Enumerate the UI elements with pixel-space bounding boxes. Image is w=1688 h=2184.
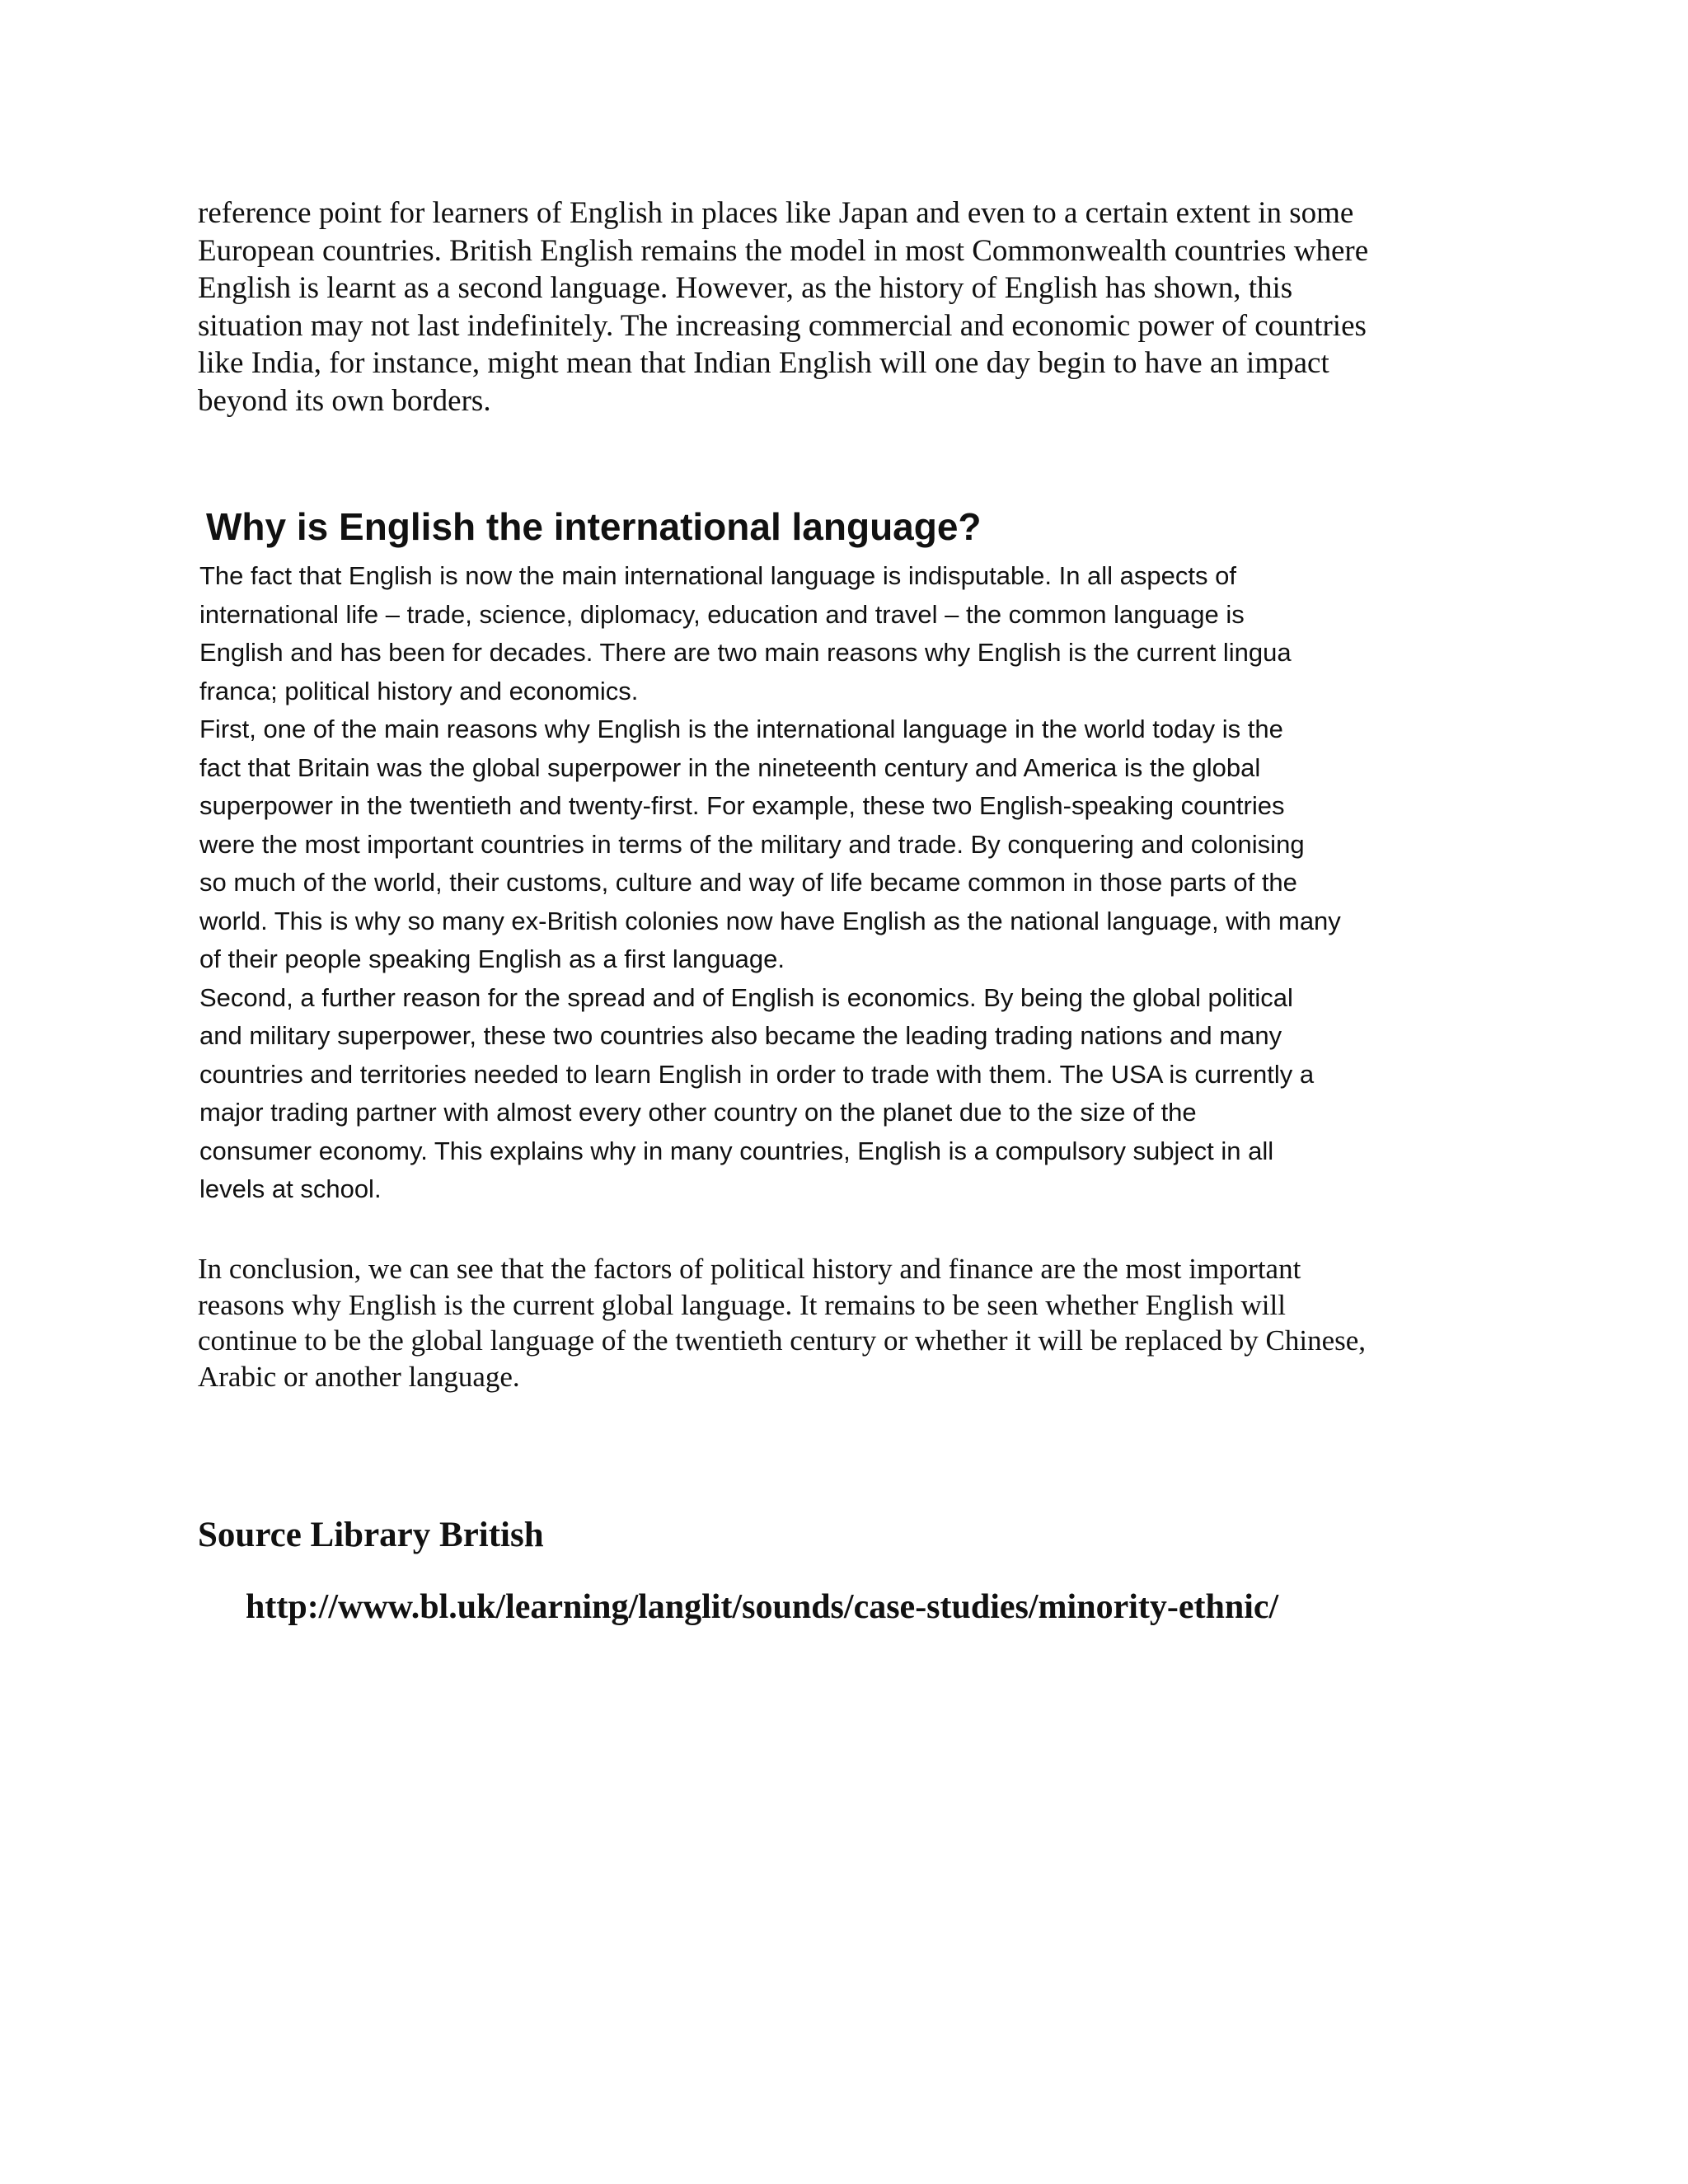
text-line: beyond its own borders. (198, 383, 491, 418)
text-line: levels at school. (199, 1174, 382, 1203)
text-line: and military superpower, these two countries also became the leading trading nations and many (199, 1021, 1282, 1050)
section-heading: Why is English the international language? (206, 505, 982, 548)
text-line: In conclusion, we can see that the factors of political history and finance are the most important (198, 1253, 1301, 1285)
text-line: First, one of the main reasons why English is the international language in the world today is the (199, 715, 1283, 743)
intro-paragraph (198, 194, 1484, 419)
text-line: Second, a further reason for the spread and of English is economics. By being the global political (199, 982, 1293, 1012)
source-label: Source Library British (198, 1516, 544, 1554)
text-line: were the most important countries in terms of the military and trade. By conquering and colonising (199, 829, 1305, 859)
text-line: international life – trade, science, diplomacy, education and travel – the common language is (199, 599, 1245, 629)
text-line: situation may not last indefinitely. The increasing commercial and economic power of countries (198, 308, 1367, 343)
text-line: consumer economy. This explains why in many countries, English is a compulsory subject in all (199, 1136, 1274, 1165)
text-line: reasons why English is the current global language. It remains to be seen whether English will (198, 1288, 1286, 1321)
text-line: The fact that English is now the main international language is indisputable. In all aspects of (199, 561, 1236, 590)
text-line: fact that Britain was the global superpower in the nineteenth century and America is the global (199, 752, 1261, 782)
text-line: superpower in the twentieth and twenty-first. For example, these two English-speaking countries (199, 791, 1285, 820)
text-line: like India, for instance, might mean that Indian English will one day begin to have an impact (198, 346, 1329, 380)
text-line: countries and territories needed to learn English in order to trade with them. The USA is currently a (199, 1059, 1315, 1089)
text-line: major trading partner with almost every other country on the planet due to the size of the (199, 1098, 1197, 1127)
text-line: Arabic or another language. (198, 1360, 520, 1393)
conclusion-paragraph (198, 1251, 1484, 1394)
text-line: world. This is why so many ex-British colonies now have English as the national language, with many (199, 906, 1341, 935)
text-line: franca; political history and economics. (199, 676, 639, 705)
text-line: European countries. British English remains the model in most Commonwealth countries where (198, 233, 1369, 268)
text-line: reference point for learners of English in places like Japan and even to a certain extent in some (198, 196, 1354, 230)
text-line: continue to be the global language of the twentieth century or whether it will be replaced by Chinese, (198, 1324, 1367, 1357)
text-line: so much of the world, their customs, culture and way of life became common in those parts of the (199, 868, 1297, 897)
text-line: English is learnt as a second language. However, as the history of English has shown, this (198, 271, 1293, 305)
text-line: English and has been for decades. There are two main reasons why English is the current lingua (199, 638, 1292, 667)
source-url-link[interactable]: http://www.bl.uk/learning/langlit/sounds/case-studies/minority-ethnic/ (246, 1588, 1279, 1626)
body-paragraphs (199, 557, 1502, 1209)
text-line: of their people speaking English as a first language. (199, 944, 785, 973)
